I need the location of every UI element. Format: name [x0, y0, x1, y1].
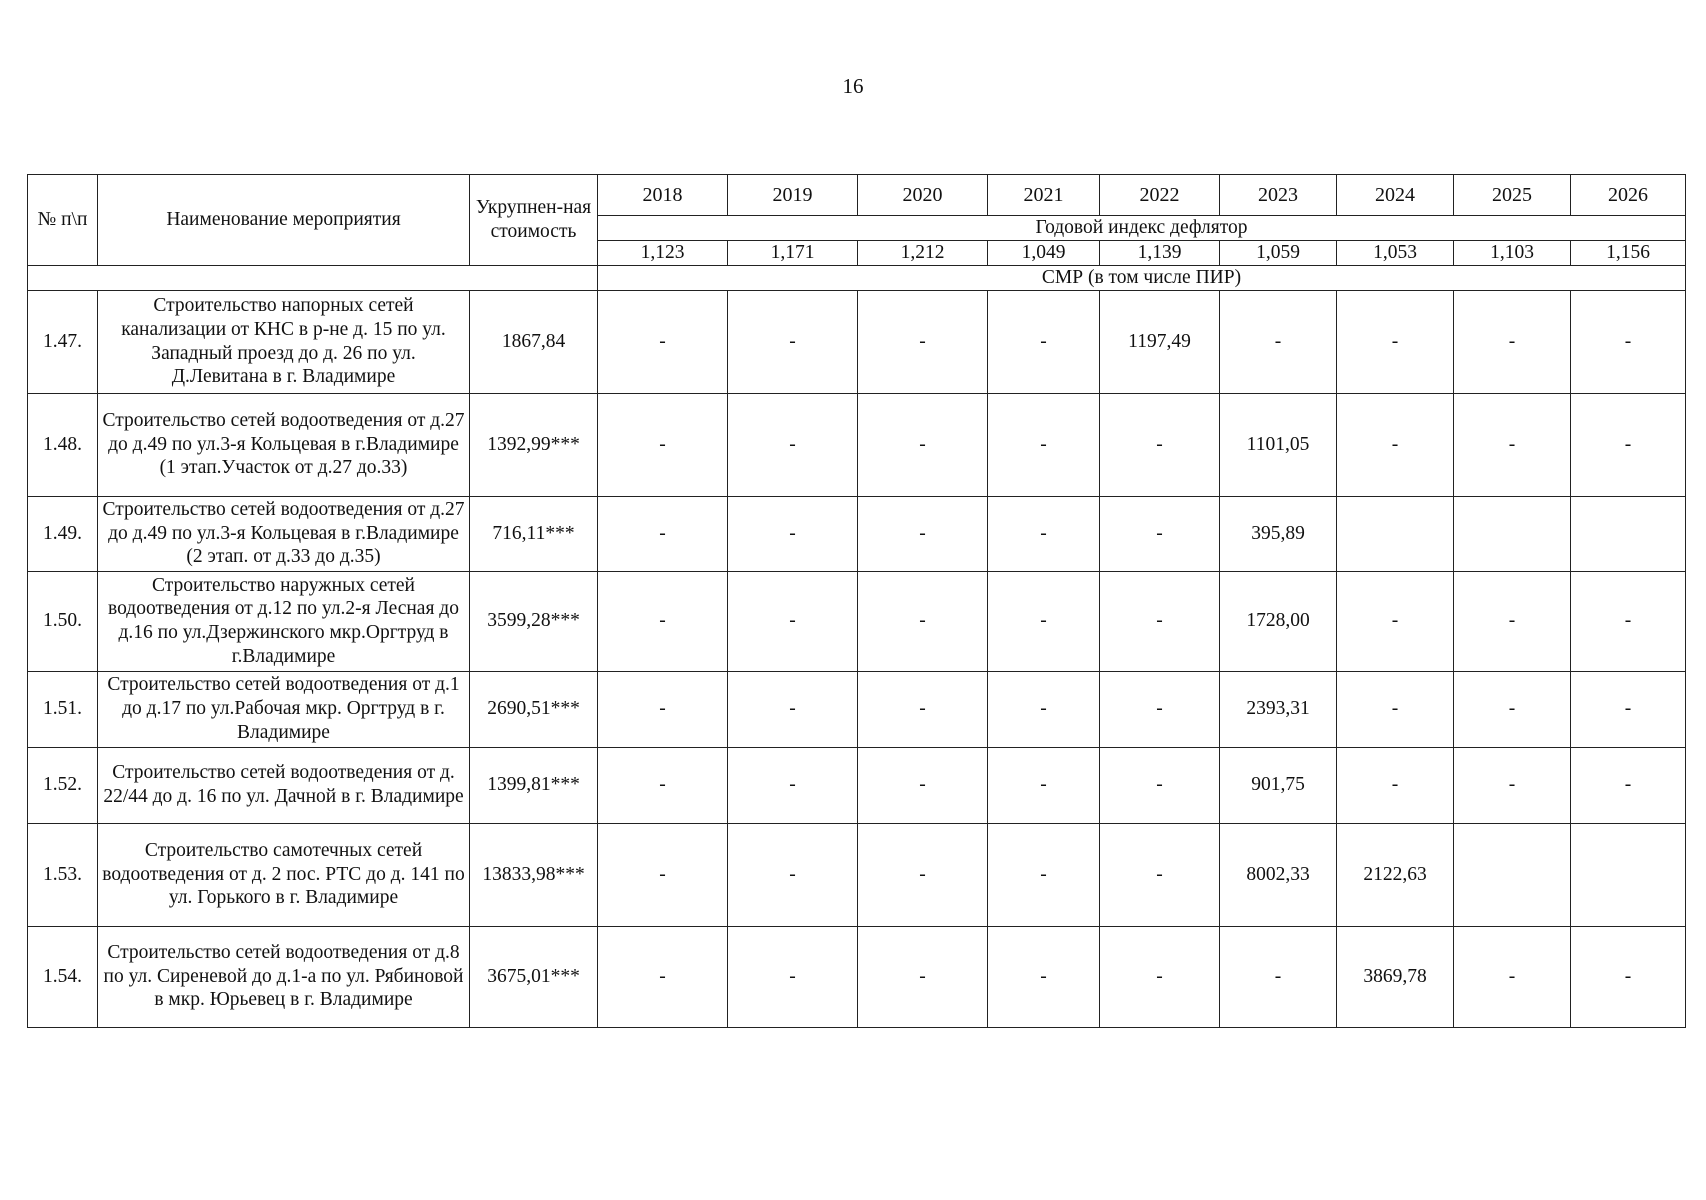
- year-value: [1454, 496, 1571, 571]
- year-value: -: [988, 747, 1100, 823]
- year-header: 2021: [988, 175, 1100, 216]
- year-value: [1337, 496, 1454, 571]
- year-value: -: [1454, 393, 1571, 496]
- year-value: -: [598, 926, 728, 1027]
- year-value: -: [728, 290, 858, 393]
- measure-name: Строительство сетей водоотведения от д.8 по ул. Сиреневой до д.1-а по ул. Рябиновой в мкр. Юрьевец в г. Владимире: [98, 926, 470, 1027]
- year-value: -: [1100, 393, 1220, 496]
- year-value: -: [728, 823, 858, 926]
- measure-name: Строительство наружных сетей водоотведения от д.12 по ул.2-я Лесная до д.16 по ул.Дзержинского мкр.Оргтруд в г.Владимире: [98, 571, 470, 671]
- year-value: -: [858, 290, 988, 393]
- year-value: -: [1571, 747, 1686, 823]
- cost-column-header: Укрупнен-ная стоимость: [470, 175, 598, 266]
- row-number: 1.52.: [28, 747, 98, 823]
- year-value: -: [598, 671, 728, 747]
- year-value: -: [858, 926, 988, 1027]
- year-value: -: [728, 926, 858, 1027]
- deflator-value: 1,156: [1571, 240, 1686, 265]
- year-value: -: [1337, 290, 1454, 393]
- row-number: 1.47.: [28, 290, 98, 393]
- aggregate-cost: 13833,98***: [470, 823, 598, 926]
- year-value: -: [858, 496, 988, 571]
- year-value: -: [858, 393, 988, 496]
- table-row: [28, 823, 1686, 926]
- smr-label-row: [28, 265, 1686, 290]
- year-value: -: [1337, 393, 1454, 496]
- year-value: -: [988, 671, 1100, 747]
- page-number: 16: [842, 74, 864, 98]
- deflator-label: Годовой индекс дефлятор: [598, 216, 1686, 241]
- deflator-value: 1,171: [728, 240, 858, 265]
- year-value: -: [1454, 747, 1571, 823]
- year-header: 2024: [1337, 175, 1454, 216]
- smr-spacer: [28, 265, 598, 290]
- year-value: -: [858, 571, 988, 671]
- year-value: -: [1100, 747, 1220, 823]
- year-value: 1197,49: [1100, 290, 1220, 393]
- row-number: 1.51.: [28, 671, 98, 747]
- year-value: -: [858, 747, 988, 823]
- year-value: -: [1337, 747, 1454, 823]
- year-value: -: [728, 747, 858, 823]
- year-value: -: [1100, 823, 1220, 926]
- year-value: -: [1454, 671, 1571, 747]
- year-value: -: [988, 496, 1100, 571]
- years-header-row: [28, 175, 1686, 216]
- year-value: -: [988, 823, 1100, 926]
- year-header: 2020: [858, 175, 988, 216]
- table-row: [28, 571, 1686, 671]
- deflator-value: 1,139: [1100, 240, 1220, 265]
- measure-name: Строительство сетей водоотведения от д.27 до д.49 по ул.3-я Кольцевая в г.Владимире (2 этап. от д.33 до д.35): [98, 496, 470, 571]
- row-number: 1.50.: [28, 571, 98, 671]
- year-value: -: [988, 393, 1100, 496]
- year-value: -: [598, 393, 728, 496]
- year-value: 3869,78: [1337, 926, 1454, 1027]
- year-value: -: [1220, 926, 1337, 1027]
- year-value: [1571, 496, 1686, 571]
- measure-name: Строительство сетей водоотведения от д. 22/44 до д. 16 по ул. Дачной в г. Владимире: [98, 747, 470, 823]
- year-value: -: [598, 747, 728, 823]
- aggregate-cost: 2690,51***: [470, 671, 598, 747]
- year-value: -: [728, 496, 858, 571]
- deflator-value: 1,103: [1454, 240, 1571, 265]
- year-value: -: [1100, 926, 1220, 1027]
- year-header: 2026: [1571, 175, 1686, 216]
- aggregate-cost: 716,11***: [470, 496, 598, 571]
- aggregate-cost: 1399,81***: [470, 747, 598, 823]
- measure-name: Строительство самотечных сетей водоотведения от д. 2 пос. РТС до д. 141 по ул. Горького в г. Владимире: [98, 823, 470, 926]
- year-value: -: [1454, 926, 1571, 1027]
- aggregate-cost: 3599,28***: [470, 571, 598, 671]
- year-value: -: [1100, 571, 1220, 671]
- year-value: 2122,63: [1337, 823, 1454, 926]
- year-value: 8002,33: [1220, 823, 1337, 926]
- measure-name: Строительство напорных сетей канализации от КНС в р-не д. 15 по ул. Западный проезд до д. 26 по ул. Д.Левитана в г. Владимире: [98, 290, 470, 393]
- year-header: 2025: [1454, 175, 1571, 216]
- table-row: [28, 290, 1686, 393]
- year-value: -: [1571, 290, 1686, 393]
- year-value: -: [988, 926, 1100, 1027]
- row-number: 1.53.: [28, 823, 98, 926]
- smr-label: СМР (в том числе ПИР): [598, 265, 1686, 290]
- num-column-header: № п\п: [28, 175, 98, 266]
- aggregate-cost: 1867,84: [470, 290, 598, 393]
- year-value: 1728,00: [1220, 571, 1337, 671]
- year-value: -: [988, 290, 1100, 393]
- table-row: [28, 496, 1686, 571]
- table-row: [28, 393, 1686, 496]
- year-value: [1571, 823, 1686, 926]
- year-value: -: [1571, 671, 1686, 747]
- year-value: -: [858, 671, 988, 747]
- aggregate-cost: 3675,01***: [470, 926, 598, 1027]
- row-number: 1.49.: [28, 496, 98, 571]
- deflator-value: 1,123: [598, 240, 728, 265]
- measure-name: Строительство сетей водоотведения от д.1 до д.17 по ул.Рабочая мкр. Оргтруд в г. Владимире: [98, 671, 470, 747]
- year-value: 2393,31: [1220, 671, 1337, 747]
- year-value: -: [1571, 926, 1686, 1027]
- year-value: -: [858, 823, 988, 926]
- year-value: -: [728, 571, 858, 671]
- year-value: 1101,05: [1220, 393, 1337, 496]
- table-row: [28, 671, 1686, 747]
- year-value: -: [1100, 496, 1220, 571]
- year-header: 2023: [1220, 175, 1337, 216]
- deflator-value: 1,059: [1220, 240, 1337, 265]
- year-value: -: [1454, 571, 1571, 671]
- measure-name: Строительство сетей водоотведения от д.27 до д.49 по ул.3-я Кольцевая в г.Владимире (1 этап.Участок от д.27 до.33): [98, 393, 470, 496]
- year-header: 2022: [1100, 175, 1220, 216]
- year-value: -: [598, 290, 728, 393]
- deflator-value: 1,053: [1337, 240, 1454, 265]
- year-value: -: [1571, 571, 1686, 671]
- deflator-value: 1,049: [988, 240, 1100, 265]
- year-header: 2018: [598, 175, 728, 216]
- year-value: -: [1337, 571, 1454, 671]
- year-value: -: [598, 496, 728, 571]
- year-value: -: [1100, 671, 1220, 747]
- table-row: [28, 926, 1686, 1027]
- year-value: [1454, 823, 1571, 926]
- year-value: -: [1220, 290, 1337, 393]
- year-value: -: [988, 571, 1100, 671]
- deflator-value: 1,212: [858, 240, 988, 265]
- investment-table: [27, 174, 1686, 1028]
- year-value: -: [598, 823, 728, 926]
- row-number: 1.48.: [28, 393, 98, 496]
- year-value: 901,75: [1220, 747, 1337, 823]
- year-value: -: [1571, 393, 1686, 496]
- table-row: [28, 747, 1686, 823]
- year-value: 395,89: [1220, 496, 1337, 571]
- year-value: -: [598, 571, 728, 671]
- aggregate-cost: 1392,99***: [470, 393, 598, 496]
- name-column-header: Наименование мероприятия: [98, 175, 470, 266]
- year-value: -: [728, 671, 858, 747]
- year-value: -: [1337, 671, 1454, 747]
- row-number: 1.54.: [28, 926, 98, 1027]
- year-value: -: [1454, 290, 1571, 393]
- year-header: 2019: [728, 175, 858, 216]
- year-value: -: [728, 393, 858, 496]
